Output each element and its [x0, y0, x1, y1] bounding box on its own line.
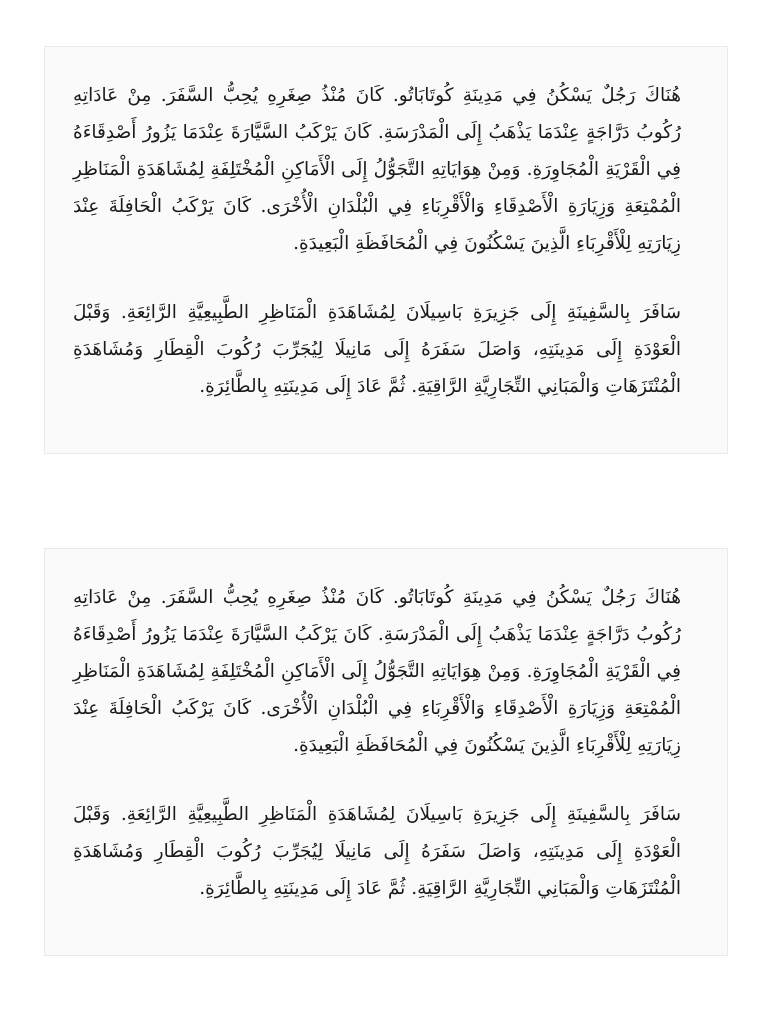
- arabic-passage: [45, 77, 727, 405]
- paragraph-1: هُنَاكَ رَجُلٌ يَسْكُنُ فِي مَدِينَةِ كُوتَابَاتُو. كَانَ مُنْذُ صِغَرِهِ يُحِبُّ السَّفَرَ. مِنْ عَادَاتِهِ رُكُوبُ دَرَّاجَةٍ عِنْدَمَا يَذْهَبُ إِلَى الْمَدْرَسَةِ. كَانَ يَرْكَبُ السَّيَّارَةَ عِنْدَمَا يَزُورُ أَصْدِقَاءَهُ فِي الْقَرْيَةِ الْمُجَاوِرَةِ. وَمِنْ هِوَايَاتِهِ التَّجَوُّلُ إِلَى الْأَمَاكِنِ الْمُخْتَلِفَةِ لِمُشَاهَدَةِ الْمَنَاظِرِ الْمُمْتِعَةِ وَزِيَارَةِ الْأَصْدِقَاءِ وَالْأَقْرِبَاءِ فِي الْبُلْدَانِ الْأُخْرَى. كَانَ يَرْكَبُ الْحَافِلَةَ عِنْدَ زِيَارَتِهِ لِلْأَقْرِبَاءِ الَّذِينَ يَسْكُنُونَ فِي الْمُحَافَظَةِ الْبَعِيدَةِ.: [73, 587, 681, 756]
- text-card-top: [44, 46, 728, 454]
- paragraph-2: سَافَرَ بِالسَّفِينَةِ إِلَى جَزِيرَةِ بَاسِيلَانَ لِمُشَاهَدَةِ الْمَنَاظِرِ الطَّبِيعِيَّةِ الرَّائِعَةِ. وَقَبْلَ الْعَوْدَةِ إِلَى مَدِينَتِهِ، وَاصَلَ سَفَرَهُ إِلَى مَانِيلَا لِيُجَرِّبَ رُكُوبَ الْقِطَارِ وَمُشَاهَدَةِ الْمُنْتَزَهَاتِ وَالْمَبَانِي التِّجَارِيَّةِ الرَّاقِيَةِ. ثُمَّ عَادَ إِلَى مَدِينَتِهِ بِالطَّائِرَةِ.: [73, 302, 681, 397]
- paragraph-2: سَافَرَ بِالسَّفِينَةِ إِلَى جَزِيرَةِ بَاسِيلَانَ لِمُشَاهَدَةِ الْمَنَاظِرِ الطَّبِيعِيَّةِ الرَّائِعَةِ. وَقَبْلَ الْعَوْدَةِ إِلَى مَدِينَتِهِ، وَاصَلَ سَفَرَهُ إِلَى مَانِيلَا لِيُجَرِّبَ رُكُوبَ الْقِطَارِ وَمُشَاهَدَةِ الْمُنْتَزَهَاتِ وَالْمَبَانِي التِّجَارِيَّةِ الرَّاقِيَةِ. ثُمَّ عَادَ إِلَى مَدِينَتِهِ بِالطَّائِرَةِ.: [73, 804, 681, 899]
- paragraph-1: هُنَاكَ رَجُلٌ يَسْكُنُ فِي مَدِينَةِ كُوتَابَاتُو. كَانَ مُنْذُ صِغَرِهِ يُحِبُّ السَّفَرَ. مِنْ عَادَاتِهِ رُكُوبُ دَرَّاجَةٍ عِنْدَمَا يَذْهَبُ إِلَى الْمَدْرَسَةِ. كَانَ يَرْكَبُ السَّيَّارَةَ عِنْدَمَا يَزُورُ أَصْدِقَاءَهُ فِي الْقَرْيَةِ الْمُجَاوِرَةِ. وَمِنْ هِوَايَاتِهِ التَّجَوُّلُ إِلَى الْأَمَاكِنِ الْمُخْتَلِفَةِ لِمُشَاهَدَةِ الْمَنَاظِرِ الْمُمْتِعَةِ وَزِيَارَةِ الْأَصْدِقَاءِ وَالْأَقْرِبَاءِ فِي الْبُلْدَانِ الْأُخْرَى. كَانَ يَرْكَبُ الْحَافِلَةَ عِنْدَ زِيَارَتِهِ لِلْأَقْرِبَاءِ الَّذِينَ يَسْكُنُونَ فِي الْمُحَافَظَةِ الْبَعِيدَةِ.: [73, 85, 681, 254]
- arabic-passage: [45, 579, 727, 907]
- text-card-bottom: [44, 548, 728, 956]
